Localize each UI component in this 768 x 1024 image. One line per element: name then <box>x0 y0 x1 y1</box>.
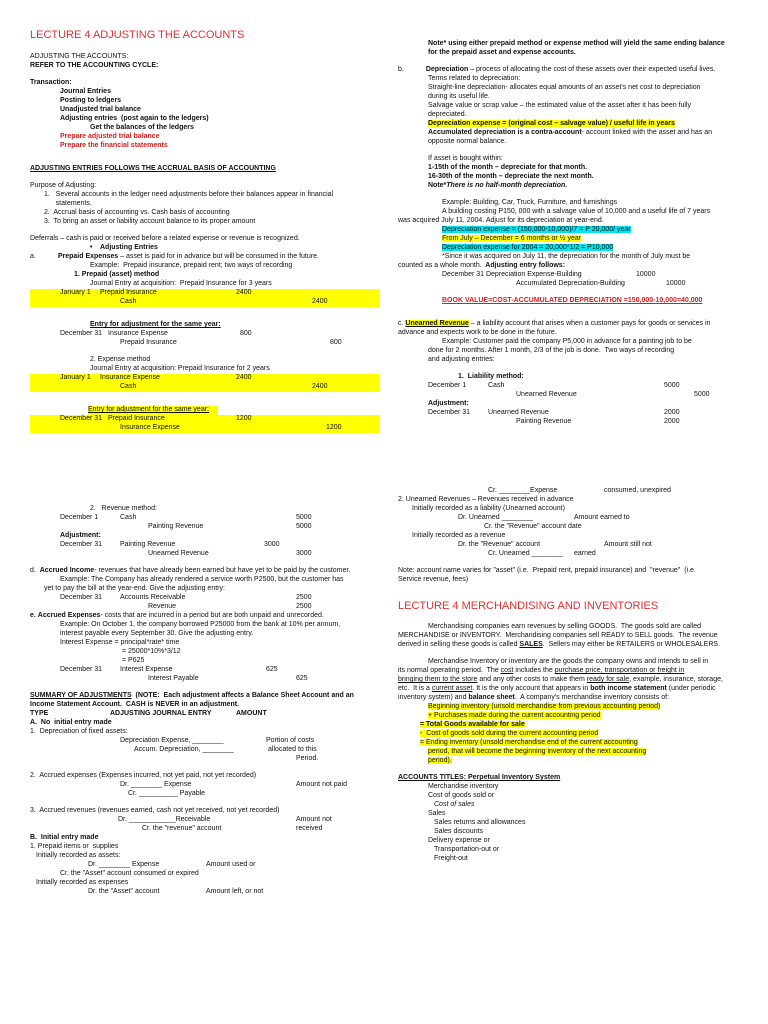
journal-row <box>30 550 380 559</box>
purpose-item: statements. <box>44 200 92 208</box>
adjusting-entries-label: Adjusting Entries <box>99 244 158 252</box>
text-line: Example: Customer paid the company P5,000 in advance for a painting job to be <box>442 338 692 345</box>
entry-date: December 31 <box>428 409 471 416</box>
calc-line: = 25000*10%*3/12 <box>122 648 181 656</box>
entry-account: Accum. Depreciation, ________ <box>134 746 234 754</box>
entry-amount: allocated to this <box>268 746 317 754</box>
entry-credit: 2000 <box>664 418 680 425</box>
inventory-highlight: = Ending inventory (unsold merchandise end of the current accounting <box>420 739 638 747</box>
text-line: and adjusting entries: <box>428 356 495 363</box>
entry-account: Dr. Unearned ________ <box>458 514 533 521</box>
summary-row <box>30 816 380 825</box>
text-line: opposite normal balance. <box>428 138 507 145</box>
text-part: . Sellers may either be RETAILERS or WHOLESALERS. <box>542 641 721 649</box>
journal-row <box>30 523 380 532</box>
entry-credit: 1200 <box>326 424 342 432</box>
text-line: interest payable every September 30. Give the adjusting entry. <box>60 630 254 638</box>
summary-note: (NOTE: Each adjustment affects a Balance Sheet Account and an <box>131 692 354 700</box>
account-item: Cost of sales <box>434 801 475 809</box>
text-part: (under periodic <box>666 685 716 693</box>
entry-account: Insurance Expense <box>100 374 160 382</box>
para-line <box>398 685 740 694</box>
inventory-line <box>398 712 740 721</box>
entry-account: Dr. ________ Expense <box>120 781 192 789</box>
entry-title: Entry for adjustment for the same year: <box>88 406 209 414</box>
journal-row <box>30 415 380 424</box>
text-part: ready for sale <box>586 676 630 684</box>
text-line: 16-30th of the month – depreciate the next month. <box>428 173 594 180</box>
lecture-title: LECTURE 4 MERCHANDISING AND INVENTORIES <box>398 600 659 612</box>
left-column <box>30 28 380 897</box>
formula: Depreciation expense = (original cost – salvage value) / useful life in years <box>428 120 675 127</box>
text-line: Initially recorded as a liability (Unearned account) <box>412 505 565 512</box>
entry-account: Prepaid Insurance <box>108 415 165 423</box>
entry-amount: Portion of costs <box>266 737 315 745</box>
text-line: A building costing P150, 000 with a salvage value of 10,000 and a useful life of 7 years <box>442 208 711 215</box>
text-part: and any other costs to make them <box>477 676 587 684</box>
entry-amount: Amount still not <box>604 541 652 548</box>
entry-credit: 2500 <box>296 603 312 611</box>
formula-line <box>398 120 740 129</box>
entry-debit: 5000 <box>296 514 312 522</box>
text-line: Journal Entry at acquisition: Prepaid Insurance for 2 years <box>90 365 270 373</box>
text-line: Initially recorded as assets: <box>36 852 121 860</box>
entry-amount: received <box>296 825 323 833</box>
text-part: etc. It is a <box>398 685 432 693</box>
summary-title: SUMMARY OF ADJUSTMENTS <box>30 692 132 700</box>
entry-credit: 3000 <box>296 550 312 558</box>
account-item: Merchandise inventory <box>428 783 499 791</box>
cycle-item: Journal Entries <box>60 88 111 96</box>
text-line: A. No initial entry made <box>30 719 112 727</box>
entry-date: December 31 <box>60 594 103 602</box>
summary-row <box>398 550 740 559</box>
text-part: cost <box>500 667 514 675</box>
entry-account: Cash <box>120 514 137 522</box>
journal-row <box>30 330 380 339</box>
text-line: done for 2 months. After 1 month, 2/3 of the job is done. Two ways of recording <box>428 347 675 354</box>
entry-account: Painting Revenue <box>148 523 204 531</box>
term: Prepaid Expenses <box>57 253 119 261</box>
text-line: yet to pay the bill at the year-end. Give the adjusting entry: <box>44 585 225 593</box>
summary-row <box>398 523 740 532</box>
inventory-highlight: = Total Goods available for sale <box>420 721 525 729</box>
cycle-item-red: Prepare adjusted trial balance <box>60 133 160 141</box>
entry-account: Cr. __________ Payable <box>128 790 206 798</box>
term: Accrued Income <box>39 567 95 575</box>
accrued-expenses-line <box>30 612 380 621</box>
summary-columns <box>30 710 380 719</box>
entry-account: Accumulated Depreciation-Building <box>516 280 625 287</box>
text-line: 3. Accrued revenues (revenues earned, cash not yet received, not yet recorded) <box>30 807 280 815</box>
summary-row <box>30 755 380 764</box>
entry-date: December 31 <box>60 666 103 674</box>
term: Accumulated depreciation is a contra-account <box>428 129 582 136</box>
item-label: c. <box>398 320 404 327</box>
text-part: : Perpetual Inventory System <box>463 774 561 782</box>
journal-row <box>30 289 380 298</box>
item-label: b. <box>398 66 404 73</box>
term: Unearned Revenue <box>405 320 469 327</box>
journal-row <box>30 603 380 612</box>
text-line: 1. Liability method: <box>458 373 524 380</box>
note-line: for the prepaid asset and expense accounts. <box>428 49 576 56</box>
entry-account: Painting Revenue <box>120 541 176 549</box>
text-line: Example: The Company has already rendered a service worth P2500, but the customer has <box>60 576 344 584</box>
text-part: current asset <box>431 685 473 693</box>
col-type: TYPE <box>30 710 49 718</box>
summary-row <box>30 825 380 834</box>
entry-account: Insurance Expense <box>108 330 168 338</box>
para-line <box>398 641 740 650</box>
entry-date: December 1 <box>428 382 467 389</box>
inventory-highlight: Beginning inventory (unsold merchandise from previous accounting period) <box>428 703 661 711</box>
summary-row <box>30 737 380 746</box>
lecture-title: LECTURE 4 ADJUSTING THE ACCOUNTS <box>30 29 245 41</box>
text-part: inventory system) and <box>398 694 469 702</box>
calc-highlight: Depreciation expense = (150,000-10,000)/7 = P 20,000/ year <box>442 226 631 233</box>
journal-row <box>30 424 380 433</box>
text-part: counted as a whole month. <box>398 262 482 269</box>
entry-credit: 2400 <box>312 383 328 391</box>
entry-debit: 800 <box>240 330 252 338</box>
journal-row <box>30 594 380 603</box>
term-def: - account linked with the asset and has an <box>581 129 713 136</box>
journal-row <box>398 280 740 289</box>
entry-account: Cash <box>120 298 137 306</box>
para-line: MERCHANDISE or INVENTORY. Merchandising companies sell READY to SELL goods. The revenue <box>398 632 718 640</box>
journal-row <box>30 298 380 307</box>
text-line: Adjustment: <box>60 532 101 540</box>
text-line: 2. Revenue method: <box>90 505 157 513</box>
term-def: – a liability account that arises when a customer pays for goods or services in <box>468 320 711 327</box>
calc-line <box>398 244 740 253</box>
entry-account: Painting Revenue <box>516 418 572 425</box>
entry-account: Prepaid Insurance <box>100 289 157 297</box>
entry-date: December 31 <box>60 541 103 549</box>
entry-amount: Amount not <box>296 816 332 824</box>
purpose-item: 1. Several accounts in the ledger need adjustments before their balances appear in financial <box>44 191 334 199</box>
text-line: Deferrals – cash is paid or received before a related expense or revenue is recognized. <box>30 235 300 243</box>
entry-account: Cash <box>120 383 137 391</box>
entry-account: Cr. Unearned ________ <box>488 550 563 557</box>
text-part: balance sheet <box>468 694 515 702</box>
item-label: a. <box>30 253 36 261</box>
account-item: Transportation-out or <box>434 846 500 854</box>
text-line: Purpose of Adjusting: <box>30 182 97 190</box>
entry-account: Unearned Revenue <box>148 550 209 558</box>
entry-credit: 2400 <box>312 298 328 306</box>
cycle-item: Adjusting entries (post again to the ledgers) <box>60 115 209 123</box>
item-label: e. <box>30 612 36 620</box>
para-line: Merchandise Inventory or inventory are the goods the company owns and intends to sell in <box>428 658 709 666</box>
text-line: advance and expects work to be done in the future. <box>398 329 557 336</box>
entry-credit: 625 <box>296 675 308 683</box>
journal-row <box>398 391 740 400</box>
entry-account: Prepaid Insurance <box>120 339 177 347</box>
account-item: Sales <box>428 810 446 818</box>
entry-date: December 31 <box>60 330 103 338</box>
text-part: bringing them to the store <box>398 676 478 684</box>
entry-account: Dr. the "Revenue" account <box>458 541 541 548</box>
purpose-item: 3. To bring an asset or liability account balance to its proper amount <box>44 218 256 226</box>
text-line: 1. Prepaid items or supplies <box>30 843 119 851</box>
text-line: Note: account name varies for "asset" (i.e. Prepaid rent, prepaid insurance) and "revenue" (i.e. <box>398 567 696 574</box>
entry-amount: consumed, unexpired <box>604 487 671 494</box>
entry-account: Dr. ________ Expense <box>88 861 160 869</box>
summary-row <box>398 514 740 523</box>
section-heading: ADJUSTING ENTRIES FOLLOWS THE ACCRUAL BASIS OF ACCOUNTING <box>30 165 276 173</box>
journal-row <box>30 374 380 383</box>
inventory-highlight: - Cost of goods sold during the current accounting period <box>420 730 599 738</box>
term-def: – asset is paid for in advance but will be consumed in the future. <box>118 253 319 261</box>
summary-row <box>30 861 380 870</box>
entry-account: Cr. the "Asset" account consumed or expired <box>60 870 199 878</box>
text-line: B. Initial entry made <box>30 834 99 842</box>
text-line: *Since it was acquired on July 11, the depreciation for the month of July must be <box>442 253 691 260</box>
entry-credit: 10000 <box>666 280 686 287</box>
entry-account: Interest Expense <box>120 666 173 674</box>
text-line: 2. Unearned Revenues – Revenues received in advance <box>398 496 574 503</box>
item-label: d. <box>30 567 36 575</box>
depreciation-line <box>398 66 740 75</box>
text-line: Journal Entry at acquisition: Prepaid Insurance for 3 years <box>90 280 272 288</box>
entry-account: Revenue <box>148 603 177 611</box>
entry-date: December 31 <box>60 415 103 423</box>
calc-line <box>398 226 740 235</box>
entry-amount: Amount not paid <box>296 781 347 789</box>
text-part: both income statement <box>590 685 667 693</box>
inventory-highlight: + Purchases made during the current accounting period <box>428 712 601 720</box>
entry-debit: 2000 <box>664 409 680 416</box>
cycle-item: Posting to ledgers <box>60 97 122 105</box>
entry-account: Unearned Revenue <box>488 409 549 416</box>
accounts-heading <box>398 774 740 783</box>
journal-row <box>398 418 740 427</box>
entry-date: December 1 <box>60 514 99 522</box>
text-line: 1. Prepaid (asset) method <box>74 271 160 279</box>
text-part: Adjusting entry follows: <box>481 262 566 269</box>
text-line: Terms related to depreciation: <box>428 75 521 82</box>
entry-debit: 625 <box>266 666 278 674</box>
term: Depreciation <box>425 66 469 73</box>
entry-credit: 5000 <box>296 523 312 531</box>
entry-amount: Period. <box>296 755 319 763</box>
entry-debit: 3000 <box>264 541 280 549</box>
entry-account: December 31 Depreciation Expense-Building <box>442 271 582 278</box>
cycle-sub: Get the balances of the ledgers <box>90 124 194 132</box>
text-line: Initially recorded as expenses <box>36 879 129 887</box>
entry-amount: earned <box>574 550 596 557</box>
journal-row <box>398 382 740 391</box>
text-line: If asset is bought within: <box>428 155 503 162</box>
text-part: . It is the only account that appears in <box>472 685 591 693</box>
text-part: its normal operating period. The <box>398 667 501 675</box>
text-part: purchase price, transportation or freight in <box>554 667 685 675</box>
account-item: Delivery expense or <box>428 837 490 845</box>
entry-credit: 800 <box>330 339 342 347</box>
text-line: • Adjusting Entries <box>90 244 158 252</box>
entry-account: Cr. the "revenue" account <box>142 825 222 833</box>
text-line <box>398 182 740 191</box>
journal-row <box>30 339 380 348</box>
inventory-highlight: period, that will become the beginning inventory of the next accounting <box>428 748 647 756</box>
para-line <box>398 676 740 685</box>
text-part: includes the <box>513 667 555 675</box>
text-line: REFER TO THE ACCOUNTING CYCLE: <box>30 62 159 70</box>
entry-credit: 5000 <box>694 391 710 398</box>
note-line: Note* using either prepaid method or expense method will yield the same ending balance <box>428 40 725 47</box>
summary-row <box>30 790 380 799</box>
text-line: 2. Accrued expenses (Expenses incurred, not yet paid, not yet recorded) <box>30 772 257 780</box>
text-line: Initially recorded as a revenue <box>412 532 506 539</box>
journal-row <box>30 675 380 684</box>
purpose-item: 2. Accrual basis of accounting vs. Cash basis of accounting <box>44 209 230 217</box>
entry-account: Cr. the "Revenue" account date <box>484 523 582 530</box>
calc-highlight: From July – December = 6 months or ½ year <box>442 235 582 242</box>
account-item: Sales returns and allowances <box>434 819 526 827</box>
note-text: There is no half-month depreciation. <box>446 182 568 189</box>
entry-debit: 2500 <box>296 594 312 602</box>
text-line <box>398 262 740 271</box>
col-amount: AMOUNT <box>236 710 267 718</box>
text-line: Transaction: <box>30 79 72 87</box>
entry-debit: 10000 <box>636 271 656 278</box>
inventory-line <box>398 748 740 757</box>
inventory-line <box>398 757 740 766</box>
text-line: Entry for adjustment for the same year: <box>90 321 221 329</box>
text-line: Example: Prepaid insurance, prepaid rent; two ways of recording <box>90 262 293 270</box>
entry-account: Depreciation Expense, ________ <box>120 737 224 745</box>
account-item: Sales discounts <box>434 828 484 836</box>
calc-line: Interest Expense = principal*rate* time <box>60 639 180 647</box>
summary-row <box>30 870 380 879</box>
entry-date: January 1 <box>60 374 91 382</box>
right-column <box>398 40 740 864</box>
cycle-item-red: Prepare the financial statements <box>60 142 168 150</box>
text-line: Example: On October 1, the company borrowed P25000 from the bank at 10% per annum, <box>60 621 341 629</box>
entry-account: Insurance Expense <box>120 424 180 432</box>
entry-account: Unearned Revenue <box>516 391 577 398</box>
text-line: Service revenue, fees) <box>398 576 469 583</box>
term-def: – process of allocating the cost of these assets over their expected useful lives. <box>468 66 716 73</box>
entry-debit: 1200 <box>236 415 252 423</box>
prepaid-line <box>30 253 380 262</box>
term-def: - revenues that have already been earned but have yet to be paid by the customer. <box>94 567 351 575</box>
inventory-highlight: period). <box>428 757 452 765</box>
book-value-line: BOOK VALUE=COST-ACCUMULATED DEPRECIATION =150,000-10,000=40,000 <box>442 297 703 304</box>
entry-debit: 2400 <box>236 289 252 297</box>
text-line: 1-15th of the month – depreciate for that month. <box>428 164 588 171</box>
journal-row <box>398 271 740 280</box>
entry-debit: 2400 <box>236 374 252 382</box>
entry-account: Dr. ____________Receivable <box>118 816 211 824</box>
text-line <box>398 129 740 138</box>
para-line <box>398 694 740 703</box>
summary-note2: Income Statement Account. CASH is NEVER in an adjustment. <box>30 701 239 709</box>
inventory-line <box>398 730 740 739</box>
entry-account: Cash <box>488 382 505 389</box>
account-item: Cost of goods sold or <box>428 792 495 800</box>
unearned-line <box>398 320 740 329</box>
accrued-income-line <box>30 567 380 576</box>
text-line: 1. Depreciation of fixed assets: <box>30 728 128 736</box>
text-line: during its useful life. <box>428 93 490 100</box>
summary-row <box>30 746 380 755</box>
summary-row <box>30 888 380 897</box>
inventory-line <box>398 721 740 730</box>
summary-row <box>398 541 740 550</box>
para-line <box>398 667 740 676</box>
entry-account: Interest Payable <box>148 675 199 683</box>
text-part: , example, insurance, storage, <box>629 676 723 684</box>
para-line: Merchandising companies earn revenues by selling GOODS. The goods sold are called <box>428 623 702 631</box>
cycle-item: Unadjusted trial balance <box>60 106 141 114</box>
journal-row <box>30 383 380 392</box>
entry-amount: Amount earned to <box>574 514 630 521</box>
calc-line: = P625 <box>122 657 145 665</box>
text-line: was acquired July 11, 2004. Adjust for its depreciation at year-end. <box>398 217 604 224</box>
col-entry: ADJUSTING JOURNAL ENTRY <box>110 710 212 718</box>
text-part: ACCOUNTS TITLES <box>398 774 464 782</box>
entry-amount: Amount left, or not <box>206 888 264 896</box>
journal-row <box>88 406 218 415</box>
text-line: depreciated. <box>428 111 467 118</box>
inventory-line <box>398 703 740 712</box>
term: Accrued Expenses <box>37 612 101 620</box>
calc-line <box>398 235 740 244</box>
text-part: . A company's merchandise inventory consists of: <box>514 694 669 702</box>
journal-row <box>398 409 740 418</box>
summary-heading <box>30 692 380 701</box>
text-line: Adjustment: <box>428 400 469 407</box>
journal-row <box>30 666 380 675</box>
calc-highlight: Depreciation expense for 2004 = 20,000*1/2 = P10,000 <box>442 244 614 251</box>
text-line: ADJUSTING THE ACCOUNTS: <box>30 53 129 61</box>
text-part: SALES <box>519 641 543 649</box>
entry-account: Cr. ________Expense <box>488 487 558 494</box>
entry-account: Accounts Receivable <box>120 594 186 602</box>
text-line: Straight-line depreciation- allocates equal amounts of an asset's net cost to depreciation <box>428 84 701 91</box>
text-part: derived in selling these goods is called <box>398 641 520 649</box>
inventory-line <box>398 739 740 748</box>
term-def: - costs that are incurred in a period but are both unpaid and unrecorded. <box>100 612 324 620</box>
summary-row <box>398 487 740 496</box>
entry-account: Dr. the "Asset" account <box>88 888 160 896</box>
journal-row <box>30 514 380 523</box>
entry-debit: 5000 <box>664 382 680 389</box>
entry-date: January 1 <box>60 289 91 297</box>
text-line: 2. Expense method <box>90 356 151 364</box>
entry-amount: Amount used or <box>206 861 256 869</box>
summary-row <box>30 781 380 790</box>
note-label: Note* <box>428 182 447 189</box>
text-line: Example: Building, Car, Truck, Furniture, and furnishings <box>442 199 618 206</box>
account-item: Freight-out <box>434 855 468 863</box>
text-line: Salvage value or scrap value – the estimated value of the asset after it has been fully <box>428 102 692 109</box>
journal-row <box>30 541 380 550</box>
